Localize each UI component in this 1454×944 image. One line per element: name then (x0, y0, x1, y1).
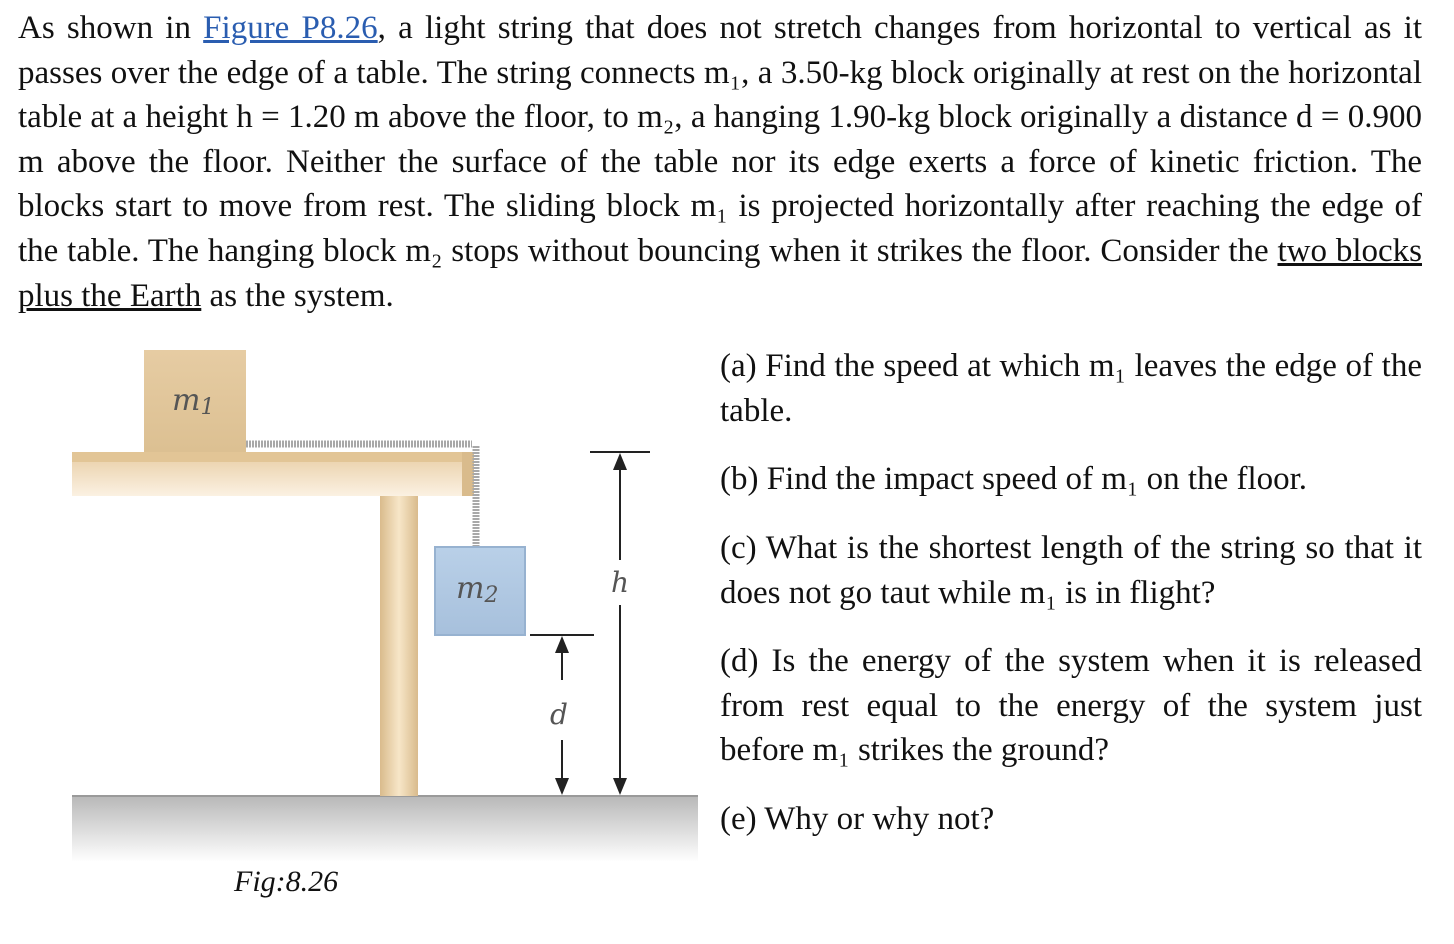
table-top-edge (72, 452, 474, 462)
question-c: (c) What is the shortest length of the string so that it does not go taut while m₁ is in flight? (720, 530, 1422, 611)
block-m2-label: m2 (456, 571, 499, 608)
floor (72, 796, 698, 862)
d-label: d (550, 698, 568, 731)
block-m1-label: m1 (172, 383, 215, 420)
figure-link[interactable]: Figure P8.26 (203, 10, 378, 46)
table-leg (380, 494, 418, 796)
d-up-arrow (555, 636, 569, 653)
intro-part1: As shown in (18, 10, 204, 46)
d-down-arrow (555, 778, 569, 795)
system-link: two blocks plus the Earth (18, 232, 1422, 314)
intro-part3: as the system. (201, 277, 394, 314)
h-label: h (611, 566, 630, 599)
question-b: (b) Find the impact speed of m₁ on the floor. (720, 461, 1308, 497)
question-e: (e) Why or why not? (720, 801, 995, 837)
h-down-arrow (613, 778, 627, 795)
table-top-shadow (462, 452, 474, 496)
intro-part2: , a light string that does not stretch changes from horizontal to vertical as it passes over the edge of a table. The string connects m₁, a 3.50-kg block originally at rest on the horizontal table at a height h = 1.20 m above the floor, to m₂, a hanging 1.90-kg block originally a distance d = 0.900 m above the floor. Neither the surface of the table nor its edge exerts a force of kinetic friction. The blocks start to move from rest. The sliding block m₁ is projected horizontally after reaching the edge of the table. The hanging block m₂ stops without bouncing when it strikes the floor. Consider the (18, 10, 1422, 269)
figure-caption: Fig:8.26 (234, 865, 339, 898)
question-d: (d) Is the energy of the system when it is released from rest equal to the energy of the system just before m₁ strikes the ground? (720, 643, 1422, 769)
h-up-arrow (613, 453, 627, 470)
question-a: (a) Find the speed at which m₁ leaves the edge of the table. (720, 348, 1422, 429)
